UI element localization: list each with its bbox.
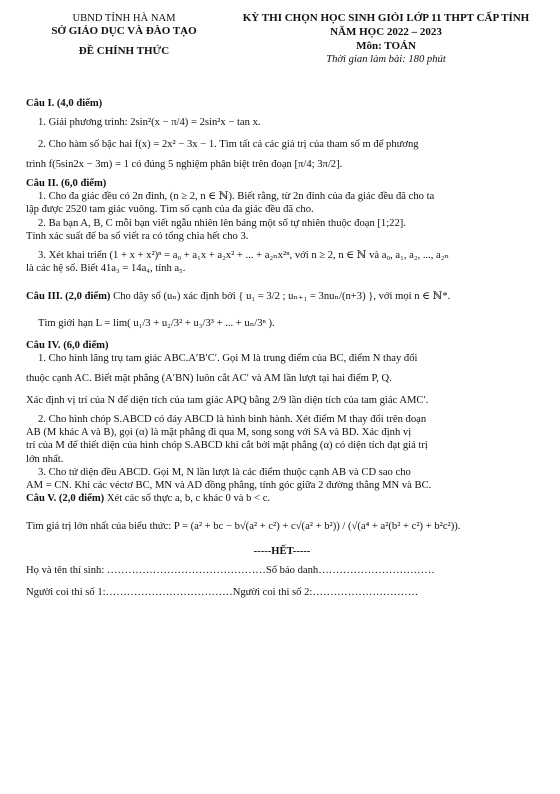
s3-sequence-definition: Cho dãy số (uₙ) xác định bởi { u₁ = 3/2 ; uₙ₊₁ = 3nuₙ/(n+3) }, với mọi n ∈ ℕ*. bbox=[113, 290, 451, 302]
s1-question-2-line2: trình f(5sin2x − 3m) = 1 có đúng 5 nghiệm phân biệt trên đoạn [π/4; 3π/2]. bbox=[26, 158, 343, 170]
exam-body bbox=[26, 97, 538, 600]
section-1-title: Câu I. (4,0 điểm) bbox=[26, 98, 103, 109]
s2-question-1-line2: lập được 2520 tam giác vuông. Tìm số cạnh của đa giác đều đã cho. bbox=[26, 204, 314, 216]
s1-question-1: 1. Giải phương trình: 2sin²(x − π/4) = 2sin²x − tan x. bbox=[38, 117, 261, 129]
candidate-info-line: Họ và tên thí sinh: ………………………………………Số báo danh…………………………… bbox=[26, 565, 435, 577]
s4-question-2-line1: 2. Cho hình chóp S.ABCD có đáy ABCD là hình bình hành. Xét điểm M thay đổi trên đoạn bbox=[38, 413, 427, 425]
school-year: NĂM HỌC 2022 – 2023 bbox=[330, 25, 442, 38]
end-mark: -----HẾT----- bbox=[253, 545, 311, 557]
s4-question-2-line2: AB (M khác A và B), gọi (α) là mặt phẳng đi qua M, song song với SA và BD. Xác định vị bbox=[26, 427, 412, 439]
s2-question-3-line2: là các hệ số. Biết 41a₃ = 14a₄, tính a₅. bbox=[26, 263, 186, 275]
section-3-title: Câu III. (2,0 điểm) bbox=[26, 290, 111, 302]
s5-expression: Tìm giá trị lớn nhất của biểu thức: P = (a² + bc − b√(a² + c²) + c√(a² + b²)) / (√(a⁴ + a²(b² + c²) + b²c²)). bbox=[26, 520, 461, 532]
subject: Môn: TOÁN bbox=[356, 39, 416, 52]
province-name: UBND TỈNH HÀ NAM bbox=[72, 13, 176, 24]
proctor-info-line: Người coi thi số 1:………………………………Người coi thi số 2:………………………… bbox=[26, 587, 419, 599]
section-2-title: Câu II. (6,0 điểm) bbox=[26, 177, 107, 189]
s2-question-3-line1: 3. Xét khai triển (1 + x + x²)ⁿ = a₀ + a₁x + a₂x² + ... + a₂ₙx²ⁿ, với n ≥ 2, n ∈ ℕ và a₀, a₁, a₂, ..., a₂ₙ bbox=[38, 250, 450, 262]
s2-question-2-line1: 2. Ba bạn A, B, C mỗi bạn viết ngẫu nhiên lên bảng một số tự nhiên thuộc đoạn [1;22]. bbox=[38, 217, 406, 229]
s1-question-2-line1: 2. Cho hàm số bậc hai f(x) = 2x² − 3x − 1. Tìm tất cả các giá trị của tham số m để phương bbox=[38, 139, 419, 151]
section-5-title: Câu V. (2,0 điểm) bbox=[26, 493, 105, 505]
department-name: SỞ GIÁO DỤC VÀ ĐÀO TẠO bbox=[51, 25, 197, 38]
s4-question-2-line4: lớn nhất. bbox=[26, 453, 64, 465]
s2-question-1-line1: 1. Cho đa giác đều có 2n đỉnh, (n ≥ 2, n ∈ ℕ). Biết rằng, từ 2n đỉnh của đa giác đều đã cho ta bbox=[38, 191, 435, 203]
s4-question-3-line1: 3. Cho tứ diện đều ABCD. Gọi M, N lần lượt là các điểm thuộc cạnh AB và CD sao cho bbox=[38, 466, 411, 478]
header-right bbox=[226, 12, 546, 66]
s3-limit: Tìm giới hạn L = lim( u₁/3 + u₂/3² + u₃/3³ + ... + uₙ/3ⁿ ). bbox=[38, 317, 275, 329]
s5-conditions: Xét các số thực a, b, c khác 0 và b < c. bbox=[106, 493, 271, 505]
s4-question-3-line2: AM = CN. Khi các véctơ BC, MN và AD đồng phẳng, tính góc giữa 2 đường thẳng MN và BC. bbox=[26, 480, 432, 492]
official-label: ĐỀ CHÍNH THỨC bbox=[78, 44, 170, 57]
header-left bbox=[24, 12, 224, 59]
s4-question-1-line3: Xác định vị trí của N để diện tích của tam giác APQ bằng 2/9 lần diện tích của tam giác AMC′. bbox=[26, 394, 429, 406]
s4-question-1-line2: thuộc cạnh AC. Biết mặt phẳng (A′BN) luôn cắt AC′ và AM lần lượt tại hai điểm P, Q. bbox=[26, 372, 392, 384]
time-limit: Thời gian làm bài: 180 phút bbox=[326, 54, 446, 66]
s2-question-2-line2: Tính xác suất để ba số viết ra có tổng chia hết cho 3. bbox=[26, 230, 249, 242]
s4-question-1-line1: 1. Cho hình lăng trụ tam giác ABC.A′B′C′. Gọi M là trung điểm của BC, điểm N thay đổi bbox=[38, 353, 418, 365]
s4-question-2-line3: trí của M để thiết diện của hình chóp S.ABCD khi cắt bởi mặt phẳng (α) có diện tích đạt giá trị bbox=[26, 440, 428, 452]
section-4-title: Câu IV. (6,0 điểm) bbox=[26, 340, 109, 352]
exam-title: KỲ THI CHỌN HỌC SINH GIỎI LỚP 11 THPT CẤP TỈNH bbox=[242, 12, 530, 24]
section-5 bbox=[26, 492, 538, 505]
section-3 bbox=[26, 290, 538, 303]
